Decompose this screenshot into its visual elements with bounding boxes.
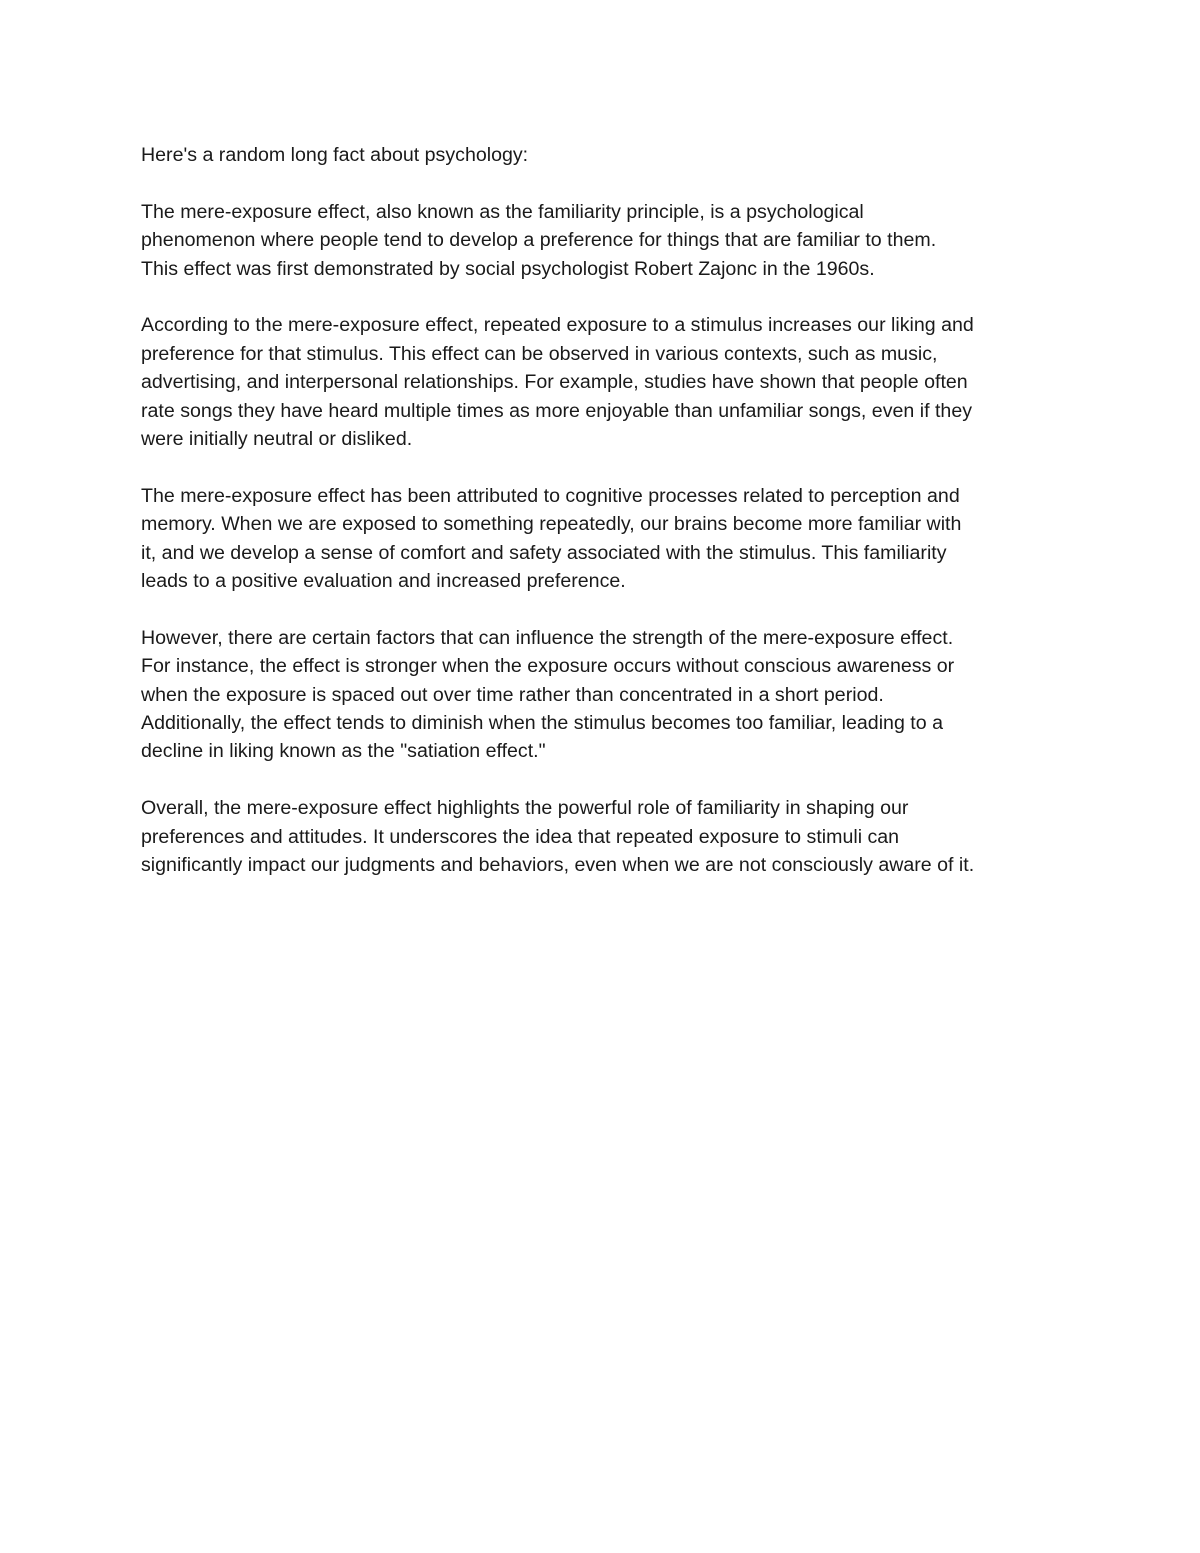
paragraph-line: According to the mere-exposure effect, repeated exposure to a stimulus increases our liking and	[141, 314, 974, 337]
paragraph-line: decline in liking known as the "satiation effect."	[141, 740, 546, 763]
paragraph-line: Additionally, the effect tends to diminish when the stimulus becomes too familiar, leading to a	[141, 712, 943, 735]
paragraph-line: The mere-exposure effect has been attributed to cognitive processes related to perception and	[141, 484, 960, 507]
paragraph-5	[141, 794, 1071, 879]
paragraph-line: significantly impact our judgments and behaviors, even when we are not consciously aware of it.	[141, 854, 975, 877]
intro-line: Here's a random long fact about psychology:	[141, 144, 529, 166]
paragraph-line: when the exposure is spaced out over time rather than concentrated in a short period.	[141, 683, 884, 706]
paragraph-line: phenomenon where people tend to develop a preference for things that are familiar to them.	[141, 229, 937, 252]
paragraph-line: Overall, the mere-exposure effect highlights the powerful role of familiarity in shaping our	[141, 797, 909, 820]
paragraph-line: it, and we develop a sense of comfort and safety associated with the stimulus. This familiarity	[141, 541, 947, 564]
document-body	[141, 141, 1071, 908]
paragraph-line: This effect was first demonstrated by social psychologist Robert Zajonc in the 1960s.	[141, 257, 875, 280]
paragraph-line: preference for that stimulus. This effect can be observed in various contexts, such as music,	[141, 342, 938, 365]
intro-paragraph	[141, 141, 1071, 169]
paragraph-line: For instance, the effect is stronger when the exposure occurs without conscious awareness or	[141, 655, 955, 678]
paragraph-line: preferences and attitudes. It underscores the idea that repeated exposure to stimuli can	[141, 825, 900, 848]
paragraph-4	[141, 624, 1071, 766]
paragraph-2	[141, 311, 1071, 453]
paragraph-3	[141, 482, 1071, 596]
paragraph-line: leads to a positive evaluation and increased preference.	[141, 570, 626, 593]
paragraph-line: However, there are certain factors that can influence the strength of the mere-exposure effect.	[141, 626, 954, 649]
paragraph-line: The mere-exposure effect, also known as the familiarity principle, is a psychological	[141, 200, 864, 223]
paragraph-line: rate songs they have heard multiple times as more enjoyable than unfamiliar songs, even if they	[141, 399, 973, 422]
paragraph-line: advertising, and interpersonal relationships. For example, studies have shown that people often	[141, 371, 968, 394]
paragraph-line: were initially neutral or disliked.	[141, 428, 413, 451]
paragraph-line: memory. When we are exposed to something repeatedly, our brains become more familiar with	[141, 513, 962, 536]
paragraph-1	[141, 198, 1071, 283]
